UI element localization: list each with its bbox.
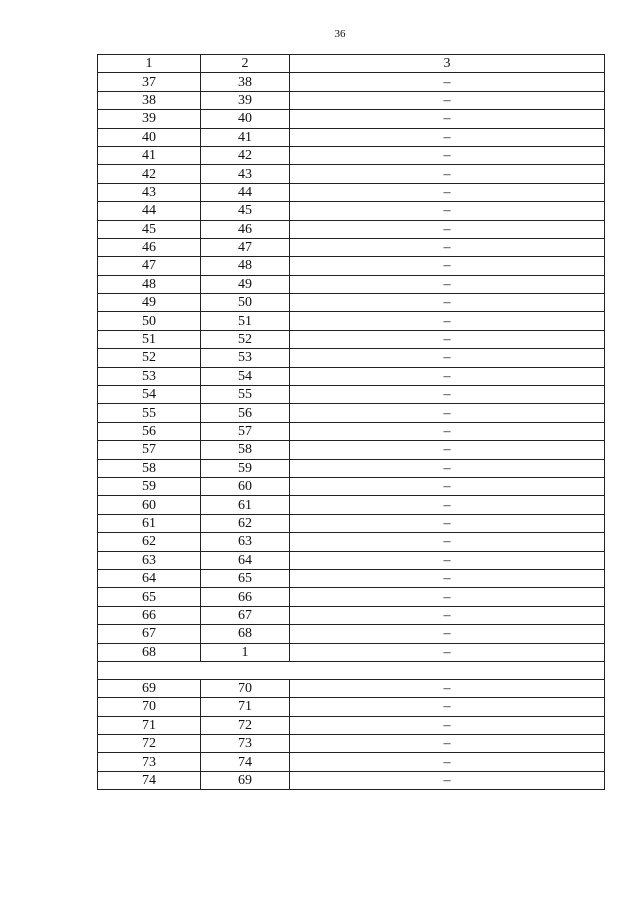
table-cell-col3: –: [290, 735, 605, 753]
table-cell-col3: –: [290, 551, 605, 569]
table-cell-col3: –: [290, 716, 605, 734]
table-cell-col1: 40: [98, 128, 201, 146]
data-table: [97, 54, 605, 790]
table-row: [98, 533, 605, 551]
table-cell-col2: 63: [201, 533, 290, 551]
table-cell-col2: 67: [201, 606, 290, 624]
table-header-row: [98, 55, 605, 73]
table-cell-col1: 61: [98, 514, 201, 532]
table-cell-col1: 74: [98, 771, 201, 789]
table-cell-col1: 55: [98, 404, 201, 422]
table-cell-col2: 45: [201, 202, 290, 220]
table-row: [98, 220, 605, 238]
table-cell-col1: 52: [98, 349, 201, 367]
table-cell-col3: –: [290, 73, 605, 91]
table-cell-col3: –: [290, 441, 605, 459]
table-cell-col3: –: [290, 459, 605, 477]
table-cell-col2: 68: [201, 625, 290, 643]
table-cell-col1: 50: [98, 312, 201, 330]
table-row: [98, 496, 605, 514]
table-cell-col1: 72: [98, 735, 201, 753]
table-separator-row: [98, 661, 605, 679]
table-cell-col1: 41: [98, 146, 201, 164]
table-row: [98, 679, 605, 697]
table-cell-col3: –: [290, 625, 605, 643]
table-cell-col1: 45: [98, 220, 201, 238]
table-row: [98, 128, 605, 146]
table-cell-col3: –: [290, 349, 605, 367]
table-cell-col1: 39: [98, 110, 201, 128]
table-cell-col3: –: [290, 294, 605, 312]
table-cell-col3: –: [290, 275, 605, 293]
table-row: [98, 275, 605, 293]
table-cell-col2: 49: [201, 275, 290, 293]
table-row: [98, 146, 605, 164]
table-cell-col3: –: [290, 477, 605, 495]
table-cell-col3: –: [290, 91, 605, 109]
table-row: [98, 91, 605, 109]
table-cell-col2: 58: [201, 441, 290, 459]
table-cell-col1: 60: [98, 496, 201, 514]
table-cell-col3: –: [290, 110, 605, 128]
table-cell-col1: 53: [98, 367, 201, 385]
table-row: [98, 312, 605, 330]
table-cell-col2: 61: [201, 496, 290, 514]
table-cell-col3: –: [290, 569, 605, 587]
table-cell-col1: 62: [98, 533, 201, 551]
table-cell-col2: 74: [201, 753, 290, 771]
table-cell-col3: –: [290, 588, 605, 606]
table-row: [98, 367, 605, 385]
table-cell-col3: –: [290, 698, 605, 716]
table-row: [98, 441, 605, 459]
table-cell-col3: –: [290, 183, 605, 201]
table-row: [98, 73, 605, 91]
table-row: [98, 404, 605, 422]
separator-cell: [98, 661, 605, 679]
table-row: [98, 698, 605, 716]
table-cell-col1: 43: [98, 183, 201, 201]
table-cell-col2: 73: [201, 735, 290, 753]
table-cell-col3: –: [290, 220, 605, 238]
column-header-2: 2: [201, 55, 290, 73]
table-cell-col2: 52: [201, 330, 290, 348]
table-cell-col1: 73: [98, 753, 201, 771]
table-row: [98, 183, 605, 201]
table-cell-col3: –: [290, 753, 605, 771]
table-cell-col2: 1: [201, 643, 290, 661]
table-cell-col2: 55: [201, 386, 290, 404]
table-cell-col3: –: [290, 312, 605, 330]
table-row: [98, 294, 605, 312]
column-header-3: 3: [290, 55, 605, 73]
table-cell-col2: 50: [201, 294, 290, 312]
table-cell-col1: 68: [98, 643, 201, 661]
page-number: 36: [334, 28, 346, 40]
table-row: [98, 257, 605, 275]
column-header-1: 1: [98, 55, 201, 73]
table-cell-col1: 65: [98, 588, 201, 606]
table-cell-col1: 49: [98, 294, 201, 312]
table-row: [98, 551, 605, 569]
table-cell-col3: –: [290, 606, 605, 624]
table-row: [98, 165, 605, 183]
table-cell-col3: –: [290, 386, 605, 404]
table-row: [98, 643, 605, 661]
table-cell-col3: –: [290, 257, 605, 275]
table-row: [98, 588, 605, 606]
table-row: [98, 735, 605, 753]
table-row: [98, 349, 605, 367]
table-cell-col3: –: [290, 367, 605, 385]
table-cell-col2: 57: [201, 422, 290, 440]
table-cell-col2: 43: [201, 165, 290, 183]
table-cell-col1: 67: [98, 625, 201, 643]
table-row: [98, 202, 605, 220]
table-cell-col2: 56: [201, 404, 290, 422]
table-cell-col1: 51: [98, 330, 201, 348]
table-row: [98, 330, 605, 348]
table-cell-col1: 44: [98, 202, 201, 220]
table-row: [98, 716, 605, 734]
table-cell-col1: 48: [98, 275, 201, 293]
table-cell-col2: 42: [201, 146, 290, 164]
table-row: [98, 422, 605, 440]
table-row: [98, 110, 605, 128]
table-cell-col2: 51: [201, 312, 290, 330]
table-cell-col2: 46: [201, 220, 290, 238]
table-cell-col3: –: [290, 771, 605, 789]
table-cell-col2: 38: [201, 73, 290, 91]
table-cell-col3: –: [290, 146, 605, 164]
table-row: [98, 771, 605, 789]
table-cell-col1: 37: [98, 73, 201, 91]
table-cell-col2: 72: [201, 716, 290, 734]
table-cell-col2: 54: [201, 367, 290, 385]
table-cell-col2: 66: [201, 588, 290, 606]
table-cell-col1: 47: [98, 257, 201, 275]
table-cell-col1: 71: [98, 716, 201, 734]
table-row: [98, 459, 605, 477]
table-cell-col1: 54: [98, 386, 201, 404]
table-cell-col3: –: [290, 422, 605, 440]
table-cell-col2: 69: [201, 771, 290, 789]
table-cell-col2: 71: [201, 698, 290, 716]
table-cell-col3: –: [290, 128, 605, 146]
table-cell-col3: –: [290, 330, 605, 348]
table-cell-col1: 58: [98, 459, 201, 477]
table-cell-col1: 66: [98, 606, 201, 624]
table-cell-col2: 41: [201, 128, 290, 146]
table-row: [98, 569, 605, 587]
table-cell-col2: 70: [201, 679, 290, 697]
table-cell-col2: 59: [201, 459, 290, 477]
table-cell-col3: –: [290, 533, 605, 551]
table-cell-col2: 47: [201, 238, 290, 256]
table-row: [98, 514, 605, 532]
table-cell-col1: 42: [98, 165, 201, 183]
table-cell-col1: 70: [98, 698, 201, 716]
table-cell-col1: 56: [98, 422, 201, 440]
table-cell-col2: 64: [201, 551, 290, 569]
table-cell-col2: 40: [201, 110, 290, 128]
table-row: [98, 477, 605, 495]
table-cell-col1: 64: [98, 569, 201, 587]
table-row: [98, 753, 605, 771]
table-row: [98, 238, 605, 256]
table-row: [98, 625, 605, 643]
table-cell-col2: 62: [201, 514, 290, 532]
table-cell-col1: 46: [98, 238, 201, 256]
table-cell-col1: 59: [98, 477, 201, 495]
table-cell-col3: –: [290, 165, 605, 183]
table-cell-col2: 44: [201, 183, 290, 201]
table-cell-col3: –: [290, 679, 605, 697]
table-cell-col3: –: [290, 404, 605, 422]
table-cell-col2: 60: [201, 477, 290, 495]
table-cell-col2: 39: [201, 91, 290, 109]
table-cell-col2: 48: [201, 257, 290, 275]
table-cell-col2: 53: [201, 349, 290, 367]
table-cell-col1: 38: [98, 91, 201, 109]
table-cell-col1: 69: [98, 679, 201, 697]
table-cell-col3: –: [290, 202, 605, 220]
table-cell-col1: 57: [98, 441, 201, 459]
table-row: [98, 606, 605, 624]
table-cell-col3: –: [290, 643, 605, 661]
table-cell-col3: –: [290, 514, 605, 532]
table-cell-col3: –: [290, 496, 605, 514]
table-cell-col3: –: [290, 238, 605, 256]
table-row: [98, 386, 605, 404]
table-cell-col1: 63: [98, 551, 201, 569]
table-cell-col2: 65: [201, 569, 290, 587]
